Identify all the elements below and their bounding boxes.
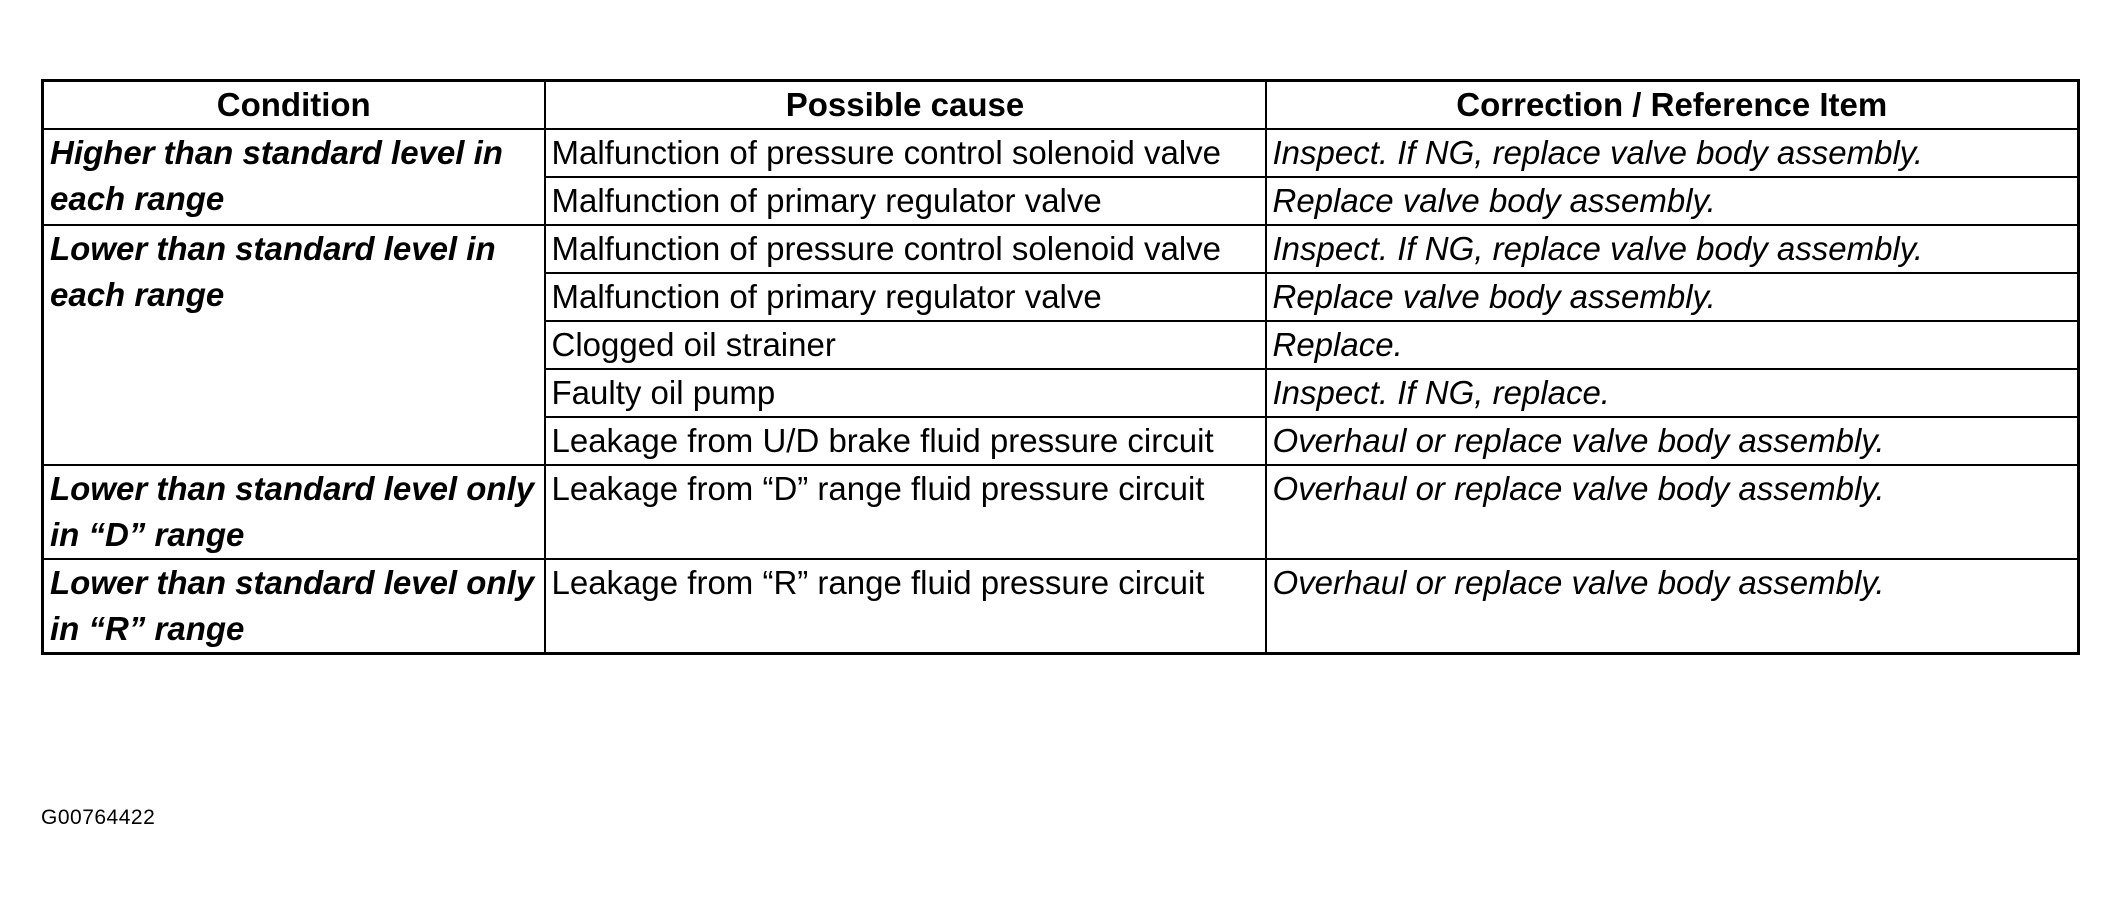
correction-cell: Replace valve body assembly. — [1266, 177, 2079, 225]
cause-cell: Malfunction of primary regulator valve — [545, 177, 1266, 225]
cause-cell: Malfunction of primary regulator valve — [545, 273, 1266, 321]
cause-cell: Leakage from “D” range fluid pressure circuit — [545, 465, 1266, 559]
header-condition: Condition — [43, 81, 545, 130]
condition-cell: Lower than standard level in each range — [43, 225, 545, 465]
table-row — [43, 129, 2079, 177]
correction-cell: Overhaul or replace valve body assembly. — [1266, 559, 2079, 654]
cause-cell: Leakage from “R” range fluid pressure circuit — [545, 559, 1266, 654]
correction-cell: Overhaul or replace valve body assembly. — [1266, 417, 2079, 465]
correction-cell: Replace valve body assembly. — [1266, 273, 2079, 321]
cause-cell: Clogged oil strainer — [545, 321, 1266, 369]
condition-cell: Higher than standard level in each range — [43, 129, 545, 225]
diagnosis-table — [41, 79, 2080, 655]
cause-cell: Malfunction of pressure control solenoid valve — [545, 129, 1266, 177]
cause-cell: Leakage from U/D brake fluid pressure circuit — [545, 417, 1266, 465]
figure-id: G00764422 — [41, 806, 156, 829]
header-correction: Correction / Reference Item — [1266, 81, 2079, 130]
correction-cell: Inspect. If NG, replace valve body assembly. — [1266, 225, 2079, 273]
correction-cell: Inspect. If NG, replace valve body assembly. — [1266, 129, 2079, 177]
condition-cell: Lower than standard level only in “D” range — [43, 465, 545, 559]
cause-cell: Faulty oil pump — [545, 369, 1266, 417]
cause-cell: Malfunction of pressure control solenoid valve — [545, 225, 1266, 273]
table-row — [43, 225, 2079, 273]
correction-cell: Inspect. If NG, replace. — [1266, 369, 2079, 417]
header-row — [43, 81, 2079, 130]
correction-cell: Replace. — [1266, 321, 2079, 369]
table-row — [43, 559, 2079, 654]
condition-cell: Lower than standard level only in “R” range — [43, 559, 545, 654]
correction-cell: Overhaul or replace valve body assembly. — [1266, 465, 2079, 559]
table-row — [43, 465, 2079, 559]
header-possible-cause: Possible cause — [545, 81, 1266, 130]
